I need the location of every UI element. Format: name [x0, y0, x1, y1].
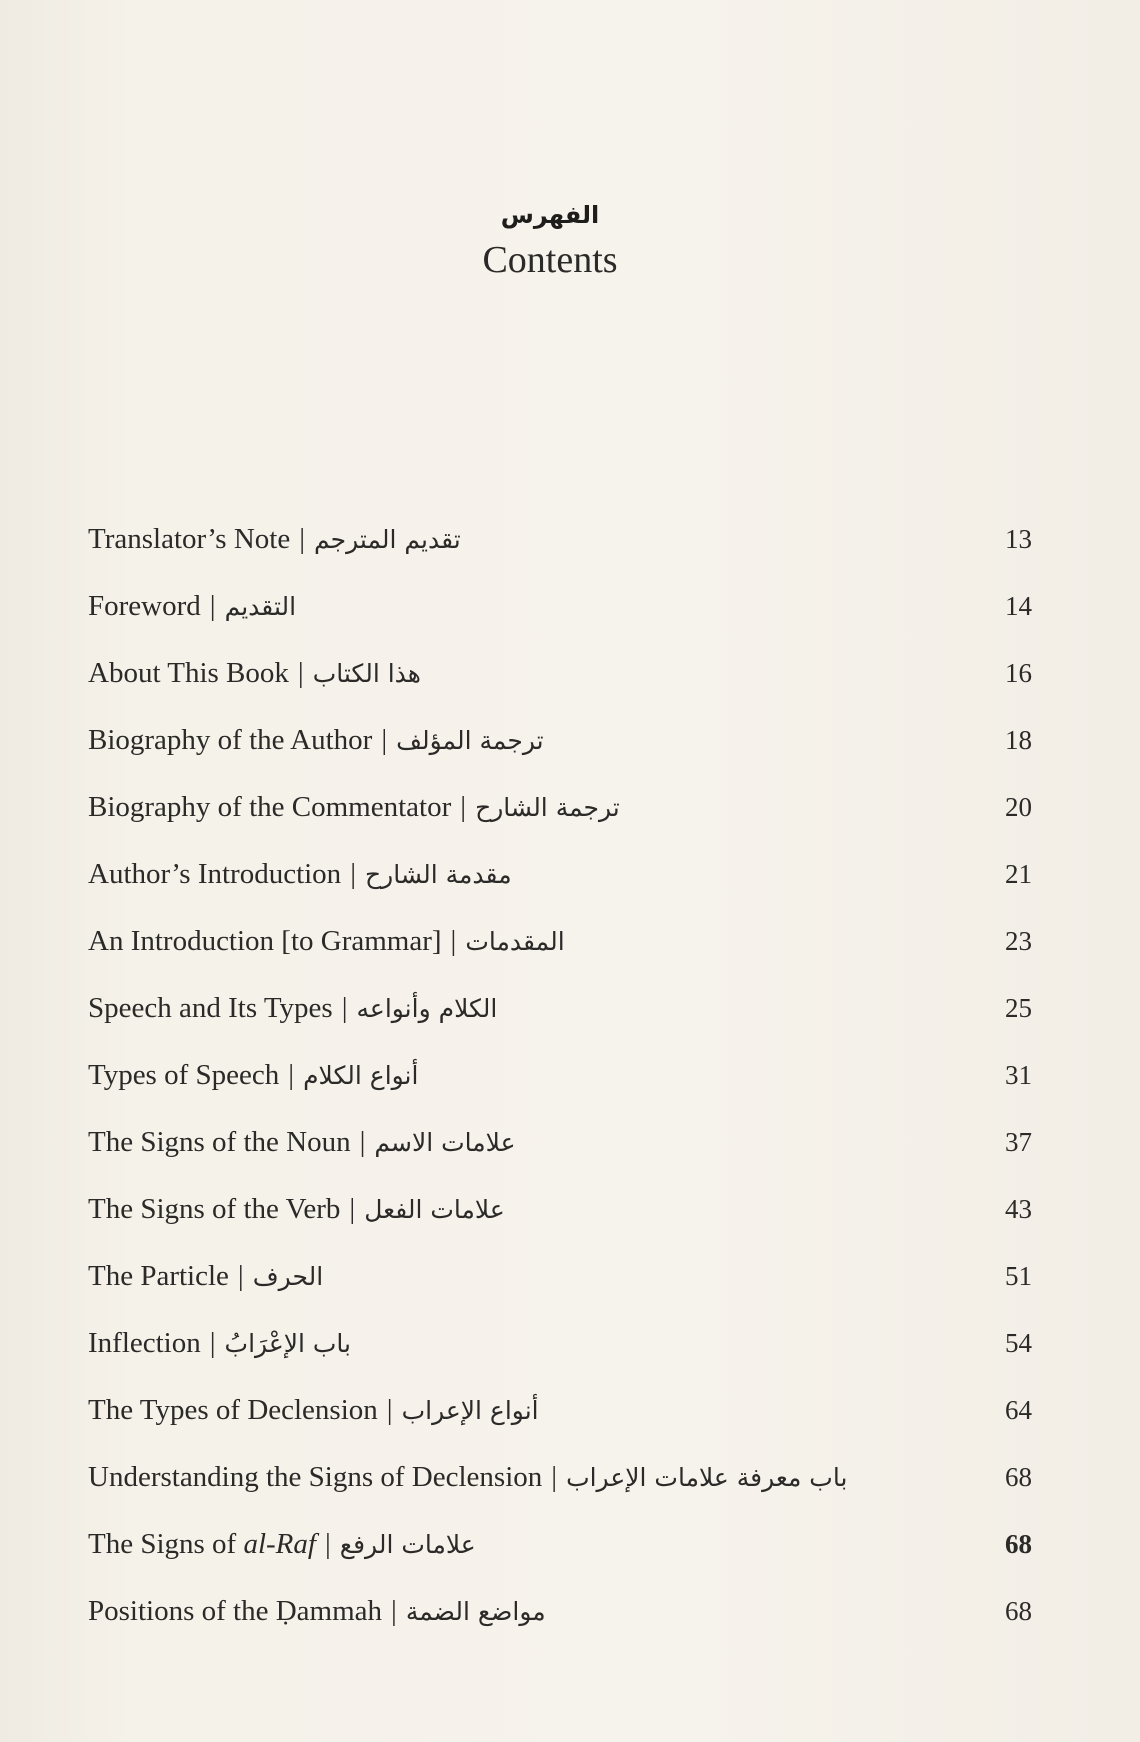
- toc-title-english-text: Author’s Introduction: [88, 858, 342, 890]
- toc-separator: |: [350, 858, 356, 890]
- toc-entry: [88, 1511, 1032, 1578]
- toc-entry: [88, 908, 1032, 975]
- toc-page-number: 20: [1005, 792, 1032, 822]
- toc-title-english: [88, 992, 333, 1025]
- toc-title-arabic: مقدمة الشارح: [365, 860, 512, 889]
- toc-entry: [88, 1377, 1032, 1444]
- toc-title-english: [88, 657, 289, 690]
- toc-title-english-text: About This Book: [88, 657, 289, 689]
- toc-page-number: 43: [1005, 1194, 1032, 1224]
- toc-separator: |: [450, 925, 457, 957]
- toc-entry: [88, 707, 1032, 774]
- toc-title-english: [88, 925, 442, 958]
- toc-entry-title: [88, 791, 620, 824]
- toc-entry: [88, 1176, 1032, 1243]
- toc-title-english: [88, 1126, 351, 1159]
- toc-title-english-text: The Types of Declension: [88, 1394, 378, 1426]
- toc-entry-title: [88, 1394, 539, 1427]
- toc-entry-title: [88, 523, 461, 556]
- toc-title-english: [88, 1260, 229, 1293]
- toc-page-number: 23: [1005, 926, 1032, 956]
- toc-title-arabic: علامات الرفع: [339, 1530, 476, 1559]
- toc-entry-title: [88, 1126, 516, 1159]
- toc-entry: [88, 841, 1032, 908]
- toc-title-arabic: باب الإعْرَابُ: [224, 1329, 351, 1358]
- toc-entry-title: [88, 724, 544, 757]
- title-english: Contents: [482, 239, 618, 281]
- toc-entry-title: [88, 1260, 323, 1293]
- toc-page-number: 14: [1005, 591, 1032, 621]
- toc-title-arabic: هذا الكتاب: [312, 659, 421, 688]
- toc-title-english-text: Biography of the Author: [88, 724, 373, 756]
- toc-separator: |: [237, 1260, 244, 1292]
- toc-title-english: [88, 1394, 378, 1427]
- table-of-contents: [88, 506, 1032, 1645]
- toc-title-arabic: أنواع الكلام: [303, 1061, 419, 1090]
- toc-title-english: [88, 523, 290, 556]
- toc-entry: [88, 774, 1032, 841]
- toc-title-english: [88, 590, 201, 623]
- toc-title-english: [88, 1528, 316, 1561]
- toc-title-arabic: ترجمة المؤلف: [396, 726, 544, 755]
- toc-entry-title: [88, 992, 497, 1025]
- toc-entry-title: [88, 858, 512, 891]
- toc-page-number: 31: [1005, 1060, 1032, 1090]
- toc-title-arabic: مواضع الضمة: [405, 1597, 546, 1626]
- toc-separator: |: [349, 1193, 356, 1225]
- toc-page-number: 21: [1005, 859, 1032, 889]
- toc-entry: [88, 1444, 1032, 1511]
- toc-title-english: [88, 858, 341, 891]
- toc-separator: |: [460, 791, 467, 823]
- toc-entry: [88, 640, 1032, 707]
- toc-separator: |: [391, 1595, 397, 1627]
- toc-entry-title: [88, 1327, 351, 1360]
- toc-entry: [88, 1109, 1032, 1176]
- toc-title-english: [88, 1595, 382, 1628]
- toc-title-english-text: Translator’s Note: [88, 523, 291, 555]
- toc-title-arabic: التقديم: [224, 592, 297, 621]
- toc-title-english: [88, 1461, 542, 1494]
- contents-header: [0, 200, 1100, 282]
- toc-separator: |: [551, 1461, 558, 1493]
- toc-title-arabic: علامات الفعل: [364, 1195, 505, 1224]
- toc-page-number: 16: [1005, 658, 1032, 688]
- toc-page-number: 18: [1005, 725, 1032, 755]
- toc-title-english-italic: al-Raf: [243, 1528, 316, 1560]
- toc-title-english-text: Biography of the Commentator: [88, 791, 452, 823]
- toc-entry: [88, 975, 1032, 1042]
- toc-title-english: [88, 1059, 279, 1092]
- toc-entry-title: [88, 1193, 505, 1226]
- toc-title-english: [88, 1327, 201, 1360]
- toc-title-english-text: An Introduction [to Grammar]: [88, 925, 442, 957]
- toc-entry: [88, 506, 1032, 573]
- toc-title-arabic: الحرف: [252, 1262, 324, 1291]
- toc-separator: |: [359, 1126, 366, 1158]
- toc-separator: |: [381, 724, 388, 756]
- toc-title-english-text: Types of Speech: [88, 1059, 280, 1091]
- toc-entry: [88, 1042, 1032, 1109]
- toc-entry-title: [88, 1461, 847, 1494]
- toc-separator: |: [341, 992, 348, 1024]
- toc-title-english-text: Positions of the Ḍammah: [88, 1595, 383, 1627]
- toc-separator: |: [386, 1394, 393, 1426]
- toc-entry-title: [88, 1059, 418, 1092]
- toc-title-arabic: أنواع الإعراب: [401, 1396, 539, 1425]
- toc-entry-title: [88, 1595, 546, 1628]
- toc-page-number: 25: [1005, 993, 1032, 1023]
- toc-separator: |: [209, 1327, 216, 1359]
- toc-entry-title: [88, 925, 565, 958]
- toc-title-arabic: ترجمة الشارح: [475, 793, 620, 822]
- toc-separator: |: [299, 523, 306, 555]
- toc-title-english-text: Understanding the Signs of Declension: [88, 1461, 543, 1493]
- toc-entry: [88, 573, 1032, 640]
- toc-entry-title: [88, 590, 296, 623]
- toc-title-english-text: The Signs of: [88, 1528, 244, 1560]
- toc-title-english-text: Inflection: [88, 1327, 201, 1359]
- toc-page-number: 37: [1005, 1127, 1032, 1157]
- toc-entry-title: [88, 657, 421, 690]
- title-arabic: الفهرس: [500, 201, 600, 229]
- toc-title-english-text: Foreword: [88, 590, 201, 622]
- toc-title-english: [88, 1193, 340, 1226]
- toc-title-arabic: باب معرفة علامات الإعراب: [566, 1463, 848, 1492]
- toc-title-arabic: المقدمات: [465, 927, 565, 956]
- toc-title-arabic: علامات الاسم: [374, 1128, 516, 1157]
- toc-page-number: 13: [1005, 524, 1032, 554]
- toc-page-number: 51: [1005, 1261, 1032, 1291]
- toc-title-english-text: The Particle: [88, 1260, 229, 1292]
- toc-page-number: 64: [1005, 1395, 1032, 1425]
- toc-entry-title: [88, 1528, 476, 1561]
- toc-title-english: [88, 791, 451, 824]
- toc-entry: [88, 1578, 1032, 1645]
- toc-page-number: 68: [1005, 1596, 1032, 1626]
- toc-separator: |: [209, 590, 216, 622]
- toc-page-number: 68: [1005, 1462, 1032, 1492]
- toc-title-english-text: The Signs of the Noun: [88, 1126, 351, 1158]
- toc-entry: [88, 1310, 1032, 1377]
- toc-title-english-text: The Signs of the Verb: [88, 1193, 341, 1225]
- toc-title-english: [88, 724, 372, 757]
- toc-separator: |: [288, 1059, 295, 1091]
- toc-entry: [88, 1243, 1032, 1310]
- toc-separator: |: [324, 1528, 331, 1560]
- toc-page-number: 68: [1005, 1529, 1032, 1559]
- toc-title-arabic: الكلام وأنواعه: [356, 994, 498, 1023]
- toc-page-number: 54: [1005, 1328, 1032, 1358]
- toc-separator: |: [297, 657, 304, 689]
- toc-title-arabic: تقديم المترجم: [314, 525, 461, 554]
- toc-title-english-text: Speech and Its Types: [88, 992, 333, 1024]
